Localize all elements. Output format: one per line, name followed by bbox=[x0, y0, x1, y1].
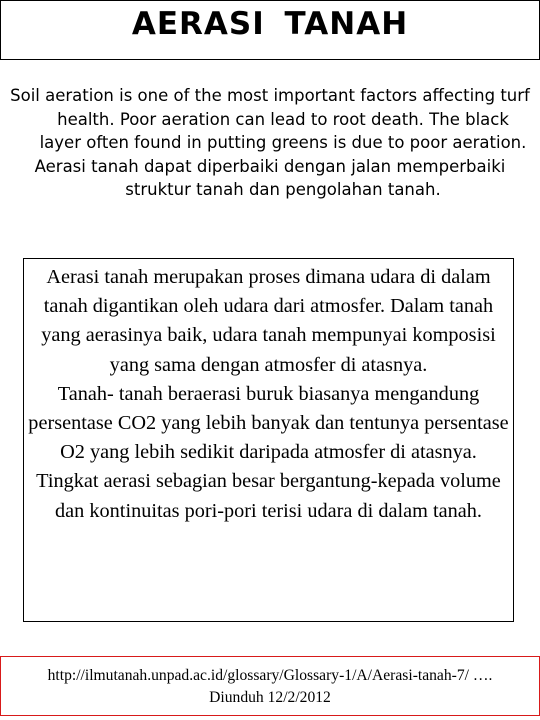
definition-paragraph-1: Aerasi tanah merupakan proses dimana udara di dalam tanah digantikan oleh udara dari atmosfer. Dalam tanah yang aerasinya baik, udara tanah mempunyai komposisi yang sama dengan atmosfer di atasnya. bbox=[41, 266, 496, 376]
definition-paragraph-3: Tingkat aerasi sebagian besar bergantung-kepada volume dan kontinuitas pori-pori terisi udara di dalam tanah. bbox=[36, 470, 501, 522]
download-date: Diunduh 12/2/2012 bbox=[209, 689, 331, 706]
definition-paragraph-2: Tanah- tanah beraerasi buruk biasanya mengandung persentase CO2 yang lebih banyak dan tentunya persentase O2 yang lebih sedikit daripada atmosfer di atasnya. bbox=[28, 382, 509, 464]
intro-paragraph-indonesian: Aerasi tanah dapat diperbaiki dengan jalan memperbaiki struktur tanah dan pengolahan tanah. bbox=[34, 156, 506, 199]
source-url: http://ilmutanah.unpad.ac.id/glossary/Glossary-1/A/Aerasi-tanah-7/ …. bbox=[47, 667, 493, 684]
definition-box bbox=[23, 258, 514, 622]
source-citation-box bbox=[0, 656, 540, 716]
intro-text-block bbox=[0, 84, 540, 202]
intro-paragraph-english: Soil aeration is one of the most important factors affecting turf health. Poor aeration can lead to root death. The black layer often found in putting greens is due to poor aeration. bbox=[10, 86, 530, 152]
title-box bbox=[0, 0, 540, 60]
page-title: AERASI TANAH bbox=[131, 6, 409, 42]
